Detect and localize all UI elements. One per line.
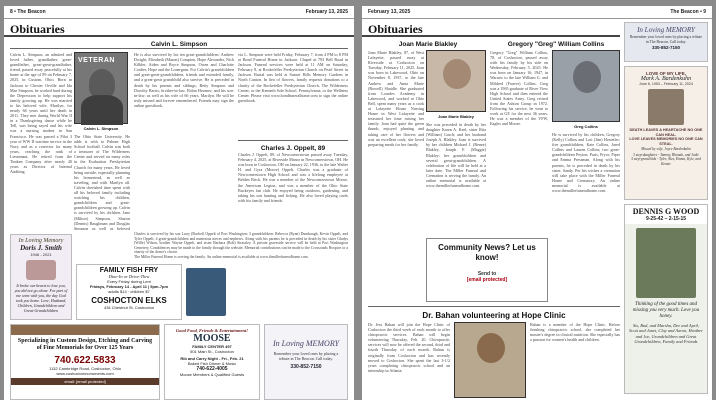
obit-column: Joan Marie Blakley, 87, of West Lafayette, passed away at Riverside at Coshocton on Tuesday, February 11, 2025. Joan was born in Lakewood, Ohio on November 8, 1937, to the late Andrew and Anna Marie (Rowell) Shaidle. She graduated from Lourdes Academy in Lakewood, and worked at Ohio Bell, spent many years as a cook at Lafayette House Nursing Home in West Lafayette and treasured her time raising her family. Joan had quite the green thumb, enjoyed planting and taking care of her flowers and was an excellent cook; she loved preparing meals for her family.	[368, 50, 424, 147]
memory-tribute-ad: In Loving MEMORY Remember your loved ones by placing a tribute in The Beacon. Call today. 330-852-7150	[624, 22, 708, 62]
left-page-header: 8 • The Beacon February 13, 2025	[4, 6, 354, 19]
obit-photo	[74, 52, 128, 124]
obit-name: Joan Marie Blakley	[398, 41, 458, 48]
obit-column: Gregory "Greg" William Collins, 78, of Coshocton, passed away with his family by his side on Wednesday, February 5, 2025. He was born on January 16, 1947, in Warsaw to the late William G. and Mildred (Fauver) Collins. Greg was a 1965 graduate of River View High School and then entered the United States Army. Greg retired from the Ashton Group in 1972. Following his service, he went to work at GE for the next 36 years. He was a member of the VFW, Eagles and Moose.	[490, 50, 548, 127]
obit-column: Calvin L. Simpson, an admired and loved father, grandfather, great-grandfather, great-great-grandfather, friend, passed away peacefully at his home at the age of 89 on February 7, 2025, in Custom, Ohio. Born in Jackson to Chester Orville and Ida Mae Simpson, he worked hard during the Depression to help support his family growing up. He was married to his beloved wife, Marilyn, for nearly 66 years until her death in 2011. They met during World War II in a Thanksgiving dance while he Tell, was being sayed and his wife was a nursing student in San Francisco. He was passed a Pilot 3 year of WW II wartime service in the Navy and as a corrector for many years, reaching the rank of Lieutenant. He retired from the Timken Company after nearly 40 years as Director of Internal Auditing.	[10, 52, 72, 175]
obit-column: via L. Simpson were held Friday, February 7, from 4 PM to 8 PM at Bond Funeral Home in Jackson. Chapel at 793 Bell Road in Jackson. Funeral services were held at 11 AM on Saturday, February 8, at Rockefeller Presbyterian Church on Pearl Street in Jackson. Burial was held at Sunset Hills Memory Gardens in North Canton. In lieu of flowers, family requests donations to a charity of the Rockefeller Presbyterian Church, The Wilderness Center, or the Kenneth Sole School, Pennsylvania, or the Wellness Center. Please visit www.bondfuneralhome.com to sign the online guestbook.	[238, 52, 348, 103]
obit-name: Calvin L. Simpson	[150, 41, 208, 48]
obit-column: Charles is survived by his son Larry (Rachel) Oppelt of Port Washington; 3 grandchildren: Rebecca (Ryan) Dumbaugh, Kevin Oppelt, and Tyler Oppelt; 4 great-grandchildren and numerous nieces and nephews. Along with his parents he is preceded in death by his sister Gladys (Wille) Wilson, brother Wayne Oppelt, and sister Barbara (Bob) Strassley. A private graveside service will be held at Port Washington Cemetery. Condolences may be made to the family through the website. Memorial contributions can be made to the Crossroads Hospice or a charity of the donor's choice.	[134, 232, 348, 254]
obit-photo	[552, 50, 620, 122]
obit-name: Gregory "Greg" William Collins	[507, 41, 605, 48]
fish-fry-ad: FAMILY FISH FRY Dine-In or Drive-Thru Every Friday during Lent Fridays, February 14 - April 11 | 5pm-7pm adults $14 · children $7 COSHOCTON ELKS 434 Chestnut St, Coshocton	[76, 264, 182, 320]
community-news-ad: Community News? Let us know! Send to [email protected]	[426, 238, 548, 302]
right-page-header: February 13, 2025 The Beacon • 9	[362, 6, 712, 19]
veteran-banner: VETERAN	[78, 57, 115, 64]
article-photo	[454, 322, 526, 398]
article-column: Dr. Jess Bahan will join the Hope Clinic of Coshocton the third week of each month to offer chiropractic services. Bahan will begin volunteering Thursday, Feb. 20. Chiropractic services will now be offered the second, third and fourth Thursday of each month. Bahan is originally from Coshocton and has recently moved to Coshocton. She spent the last 3-1/2 years completing chiropractic school and an internship in Atlanta.	[368, 322, 450, 373]
photo-caption: Joan Marie Blakley	[437, 114, 475, 119]
obit-name: Charles J. Oppelt, 89	[260, 145, 326, 152]
right-page	[362, 6, 712, 400]
left-page	[4, 6, 354, 400]
news-headline: Dr. Bahan volunteering at Hope Clinic	[422, 311, 566, 320]
moose-ad: Good Food, Friends & Entertainment! MOOSE FAMILY CENTER 497 501 Main St., Coshocton Rib and Carry Night - Fri., Feb. 21 Baked Fish Dinner & Music 740-622-4005 Moose Members & Qualified Guests	[164, 324, 260, 400]
section-title: Obituaries	[4, 19, 354, 37]
obit-column: The Miller Funeral Home is serving the family. An online memorial is available at www.thmillerfuneralhome.com.	[134, 255, 309, 259]
photo-caption: Greg Collins	[574, 124, 598, 129]
memorial-photo	[648, 89, 684, 125]
photo-caption: Calvin L. Simpson	[83, 126, 119, 131]
obit-column: He is also survived by his ten great-grandchildren: Andrew Dwight, Elizabeth (Mason) Compton, Hope Alexander, Nick Kilbler, Aiden and Bryce Simpson, Owen and Charlotte Coulter, Hope and the Lonergans. For Calvin's grandchildren and great-great-grandchildren, friends and extended family, and a great-great grandchild also survive. He is preceded in death by his parents and siblings, Betty Simpson and Dorothy Barris; brother-in-law, Eldon Hoomer; and his son-in-law; as well as his wife of 66 years, Marilyn. He will be truly missed and forever remembered. Friends may sign the online guestbook.	[134, 52, 234, 108]
article-column: Bahan is a member of the Hope Clinic. Before finishing chiropractic school, she completed her master's degree in clinical nutrition. She especially has a passion for women's health and children.	[530, 322, 620, 343]
memorial-ad: DENNIS G WOOD 9-25-42 – 2-15-15 Thinking of the good times and missing you very much. Love you honey. Sis, Bud, and Marsha, Dee and April, Scott and Janet, Clay and Aaron, Heather and Joe, Grandchildren and Great Grandchildren, Family and Friends	[624, 204, 708, 394]
obit-column: She was preceded in death by her daughter Karen A. Keel; sister Rita (William) Garch; and her husband Joseph A. Blakley. Joan is survived by her children Michael J. (Renee) Blakley, Joseph F. (Maggie) Blakley; her grandchildren and several great-grandchildren. A celebration of life will be held at a later date. The Miller Funeral and Cremation is serving the family. An online memorial is available at www.themillerfuneralhome.com.	[426, 122, 486, 189]
memorial-ad: In Loving Memory Doris J. Smith 1946 - 2021 It broke our hearts to lose you, you did not go alone. For part of me went with you, the day God took you home. Love, Husband, Children, Grandchildren and Great-Grandchildren	[10, 234, 72, 320]
section-title: Obituaries	[362, 19, 620, 37]
obit-column: Charles J. Oppelt, 89, of Newcomerstown passed away Tuesday, February 4, 2025, at Riverside Manor in Newcomerstown, OH. He was born in Coshocton, OH on January 22, 1936, to the late Walter H. and Gyra (Moore) Oppelt. Charles was a graduate of Newcomerstown High School and was a lifelong employee at Belden Brick. He was a member of the Newcomerstown Moose, the American Legion, and was a member of the Ohio State Buckeyes fan club. He enjoyed being outdoors, gardening, and taking his son hunting and fishing. He also loved playing cards with his family and friends.	[238, 152, 348, 203]
memorial-ad: LOVE OF MY LIFE, Mark A. Bardenkuhn June 6, 1953 – February 11, 2024 DEATH LEAVES A HEARTACHE NO ONE CAN HEAL. LOVE LEAVES MEMORIES NO ONE CAN STEAL. Missed by wife, Joyce Bardenkuhn 3 step-daughters - Tammy, Rhonda, and Jodie 5 step-grand kids - Tyler, Alex, Emma, Kyle, and Kenzie	[624, 66, 708, 200]
memorial-photo	[26, 260, 56, 280]
portrait-shoulders	[81, 95, 123, 125]
monument-ad: Specializing in Custom Design, Etching and Carving of Fine Memorials for Over 125 Years 740.622.5833 1132 Cambridge Road, Coshocton, Ohio www.coshoctonmonuments.com email: [email protected]	[10, 324, 160, 400]
memory-tribute-ad: In Loving MEMORY Remember your loved ones by placing a tribute in The Beacon. Call today. 330-852-7150	[264, 324, 348, 400]
obit-column: The Ohio State University. He adds is with to Palmer High School football. Calvin was both a treasurer of The Wilderness Center and served on many roles in the Evaluation Presbyterian Church for many years. He loved being outside, especially planning his homestead, as well as traveling, and with Marilyn all. Calvin cherished time spent with all his beloved family including watching his children, grandchildren and great-grandchildren growing up. Calvin is survived by his children, Jane (Milton) Simpson, Sharon (Dennis) Baughman and Douglas Simpson as well as beloved	[74, 134, 130, 230]
obit-column: He is survived by his children, Gregory (Kelly) Collins and Lori (Jim) Hostetler; five grandchildren, Kate Collins, Jared Collins and Lauren Collins; two great-grandchildren Peyton, Paris, Pryor, Piper and Emma Pressman. Along with his parents, he is preceded in death by his sister, Sandy. Per his wishes a cremation will take place with the Miller Funeral Home and Crematory. An online memorial is available at www.themillerfuneralhome.com.	[552, 132, 620, 194]
obit-photo	[426, 50, 486, 112]
memorial-photo	[636, 228, 696, 298]
elks-emblem-image	[186, 268, 226, 316]
